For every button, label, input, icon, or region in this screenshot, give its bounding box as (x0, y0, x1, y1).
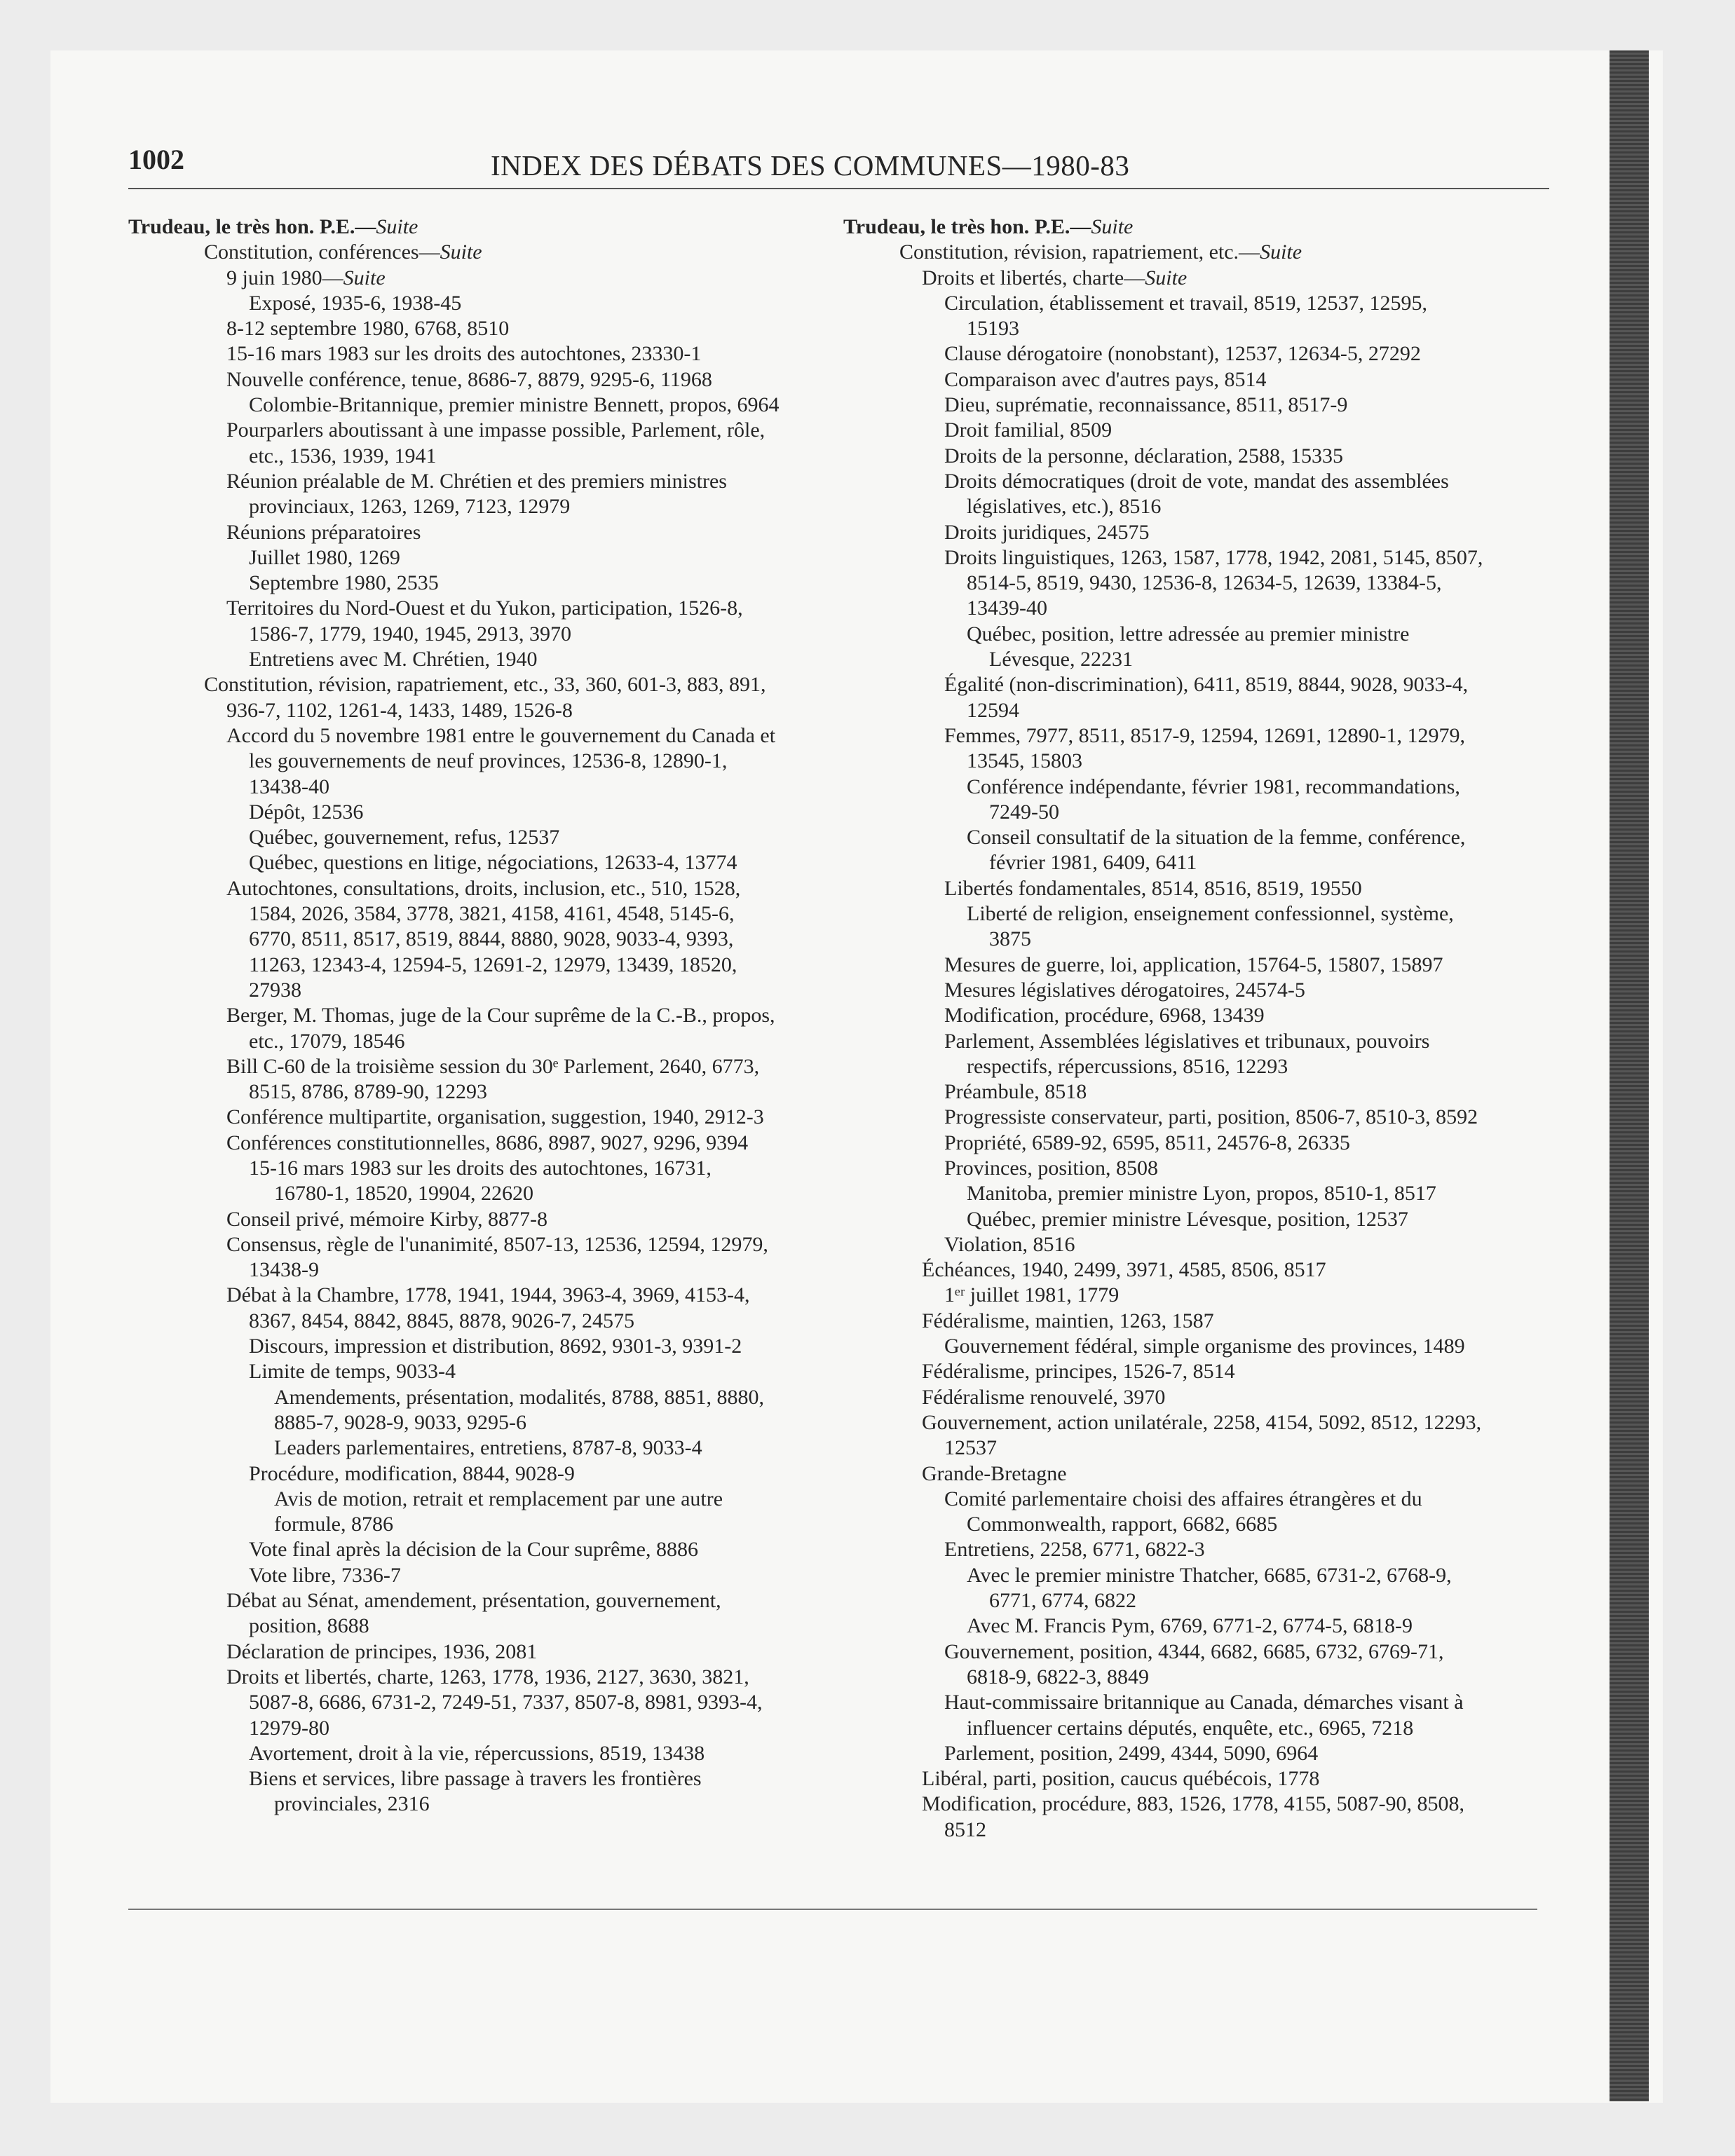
index-entry-continuation: 3875 (989, 927, 1031, 951)
index-entry (843, 1309, 1544, 1334)
index-entry-text: Limite de temps, 9033-4 (249, 1360, 456, 1384)
index-entry (843, 520, 1544, 545)
index-entry-text: Conseil privé, mémoire Kirby, 8877-8 (226, 1207, 547, 1231)
index-entry-text: Territoires du Nord-Ouest et du Yukon, participation, 1526-8, (226, 596, 743, 620)
index-entry (843, 214, 1544, 240)
index-entry-text: Colombie-Britannique, premier ministre Bennett, propos, 6964 (249, 393, 780, 417)
index-entry-text: Dieu, suprématie, reconnaissance, 8511, 8517-9 (944, 393, 1348, 417)
index-entry (843, 1079, 1544, 1105)
index-entry (128, 367, 829, 393)
index-entry (128, 469, 829, 520)
index-entry-continuation: 5087-8, 6686, 6731-2, 7249-51, 7337, 8507-8, 8981, 9393-4, (249, 1691, 763, 1714)
index-entry (128, 1105, 829, 1130)
index-entry-continuation: Commonwealth, rapport, 6682, 6685 (967, 1513, 1278, 1536)
index-entry (128, 1283, 829, 1334)
index-entry (843, 1257, 1544, 1283)
index-entry-text: Préambule, 8518 (944, 1080, 1087, 1104)
index-entry (843, 825, 1544, 876)
index-entry (843, 1537, 1544, 1562)
index-entry-text: Égalité (non-discrimination), 6411, 8519, 8844, 9028, 9033-4, (944, 673, 1469, 697)
index-entry (843, 723, 1544, 775)
index-column-left (128, 214, 829, 1817)
index-entry-text: Berger, M. Thomas, juge de la Cour suprême de la C.-B., propos, (226, 1004, 775, 1028)
index-entry-text: Libertés fondamentales, 8514, 8516, 8519, 19550 (944, 876, 1362, 900)
index-entry-continuation: 6770, 8511, 8517, 8519, 8844, 8880, 9028, 9033-4, 9393, (249, 927, 734, 951)
index-entry-text: Trudeau, le très hon. P.E.—Suite (128, 215, 419, 238)
index-entry (128, 1766, 829, 1817)
index-entry-text: Réunion préalable de M. Chrétien et des premiers ministres (226, 469, 727, 493)
index-entry-continuation: 27938 (249, 978, 301, 1002)
index-entry-text: Modification, procédure, 6968, 13439 (944, 1004, 1265, 1028)
index-entry-continuation: 7249-50 (989, 800, 1059, 824)
index-entry-continuation: 8512 (944, 1817, 986, 1841)
index-entry (128, 1207, 829, 1232)
index-entry (128, 1054, 829, 1105)
index-entry (843, 1741, 1544, 1766)
index-entry-text: Entretiens, 2258, 6771, 6822-3 (944, 1538, 1205, 1562)
index-entry-continuation: respectifs, répercussions, 8516, 12293 (967, 1054, 1288, 1078)
index-entry-text: Libéral, parti, position, caucus québécois, 1778 (922, 1767, 1320, 1791)
index-entry-text: Accord du 5 novembre 1981 entre le gouvernement du Canada et (226, 723, 776, 747)
index-entry (128, 723, 829, 800)
index-entry-text: Parlement, Assemblées législatives et tribunaux, pouvoirs (944, 1029, 1430, 1053)
index-entry-continuation: 11263, 12343-4, 12594-5, 12691-2, 12979, 13439, 18520, (249, 953, 737, 976)
index-entry-text: Réunions préparatoires (226, 520, 421, 544)
index-entry-continuation: 12537 (944, 1436, 997, 1460)
index-entry (128, 418, 829, 469)
index-entry-text: Avec M. Francis Pym, 6769, 6771-2, 6774-5, 6818-9 (967, 1614, 1413, 1638)
index-entry (128, 1232, 829, 1283)
index-entry-text: Nouvelle conférence, tenue, 8686-7, 8879, 9295-6, 11968 (226, 367, 712, 391)
index-entry-text: Droits linguistiques, 1263, 1587, 1778, 1942, 2081, 5145, 8507, (944, 545, 1483, 569)
index-entry-text: 15-16 mars 1983 sur les droits des autochtones, 23330-1 (226, 342, 702, 366)
index-entry-continuation: 8514-5, 8519, 9430, 12536-8, 12634-5, 12639, 13384-5, (967, 571, 1442, 595)
index-entry-text: Déclaration de principes, 1936, 2081 (226, 1639, 538, 1663)
index-entry (128, 825, 829, 850)
index-entry-text: Propriété, 6589-92, 6595, 8511, 24576-8, 26335 (944, 1131, 1350, 1154)
index-entry-text: Conférences constitutionnelles, 8686, 8987, 9027, 9296, 9394 (226, 1131, 749, 1154)
index-entry (843, 1359, 1544, 1384)
index-entry-text: Pourparlers aboutissant à une impasse possible, Parlement, rôle, (226, 418, 766, 442)
index-entry (843, 266, 1544, 291)
index-entry (128, 1156, 829, 1207)
index-entry-continuation: 936-7, 1102, 1261-4, 1433, 1489, 1526-8 (226, 698, 573, 722)
index-entry-continuation: position, 8688 (249, 1614, 369, 1638)
index-entry (843, 1131, 1544, 1156)
index-entry (843, 545, 1544, 622)
index-entry (128, 1359, 829, 1384)
index-entry (843, 1410, 1544, 1461)
index-entry-text: Gouvernement, action unilatérale, 2258, 4154, 5092, 8512, 12293, (922, 1410, 1482, 1434)
index-entry-continuation: février 1981, 6409, 6411 (989, 851, 1197, 875)
index-entry-text: Débat à la Chambre, 1778, 1941, 1944, 3963-4, 3969, 4153-4, (226, 1283, 750, 1307)
index-entry-text: Grande-Bretagne (922, 1461, 1067, 1485)
index-entry-text: Trudeau, le très hon. P.E.—Suite (843, 215, 1134, 238)
index-entry (843, 1003, 1544, 1028)
index-entry-continuation: 13439-40 (967, 596, 1047, 620)
index-entry-text: Parlement, position, 2499, 4344, 5090, 6964 (944, 1741, 1319, 1765)
index-entry-text: Débat au Sénat, amendement, présentation, gouvernement, (226, 1589, 721, 1613)
index-entry-text: Échéances, 1940, 2499, 3971, 4585, 8506, 8517 (922, 1258, 1326, 1282)
index-entry-text: 9 juin 1980—Suite (226, 266, 386, 289)
index-entry-text: Québec, gouvernement, refus, 12537 (249, 826, 560, 850)
page-number: 1002 (128, 144, 184, 175)
index-entry (843, 953, 1544, 978)
index-entry-text: Progressiste conservateur, parti, position, 8506-7, 8510-3, 8592 (944, 1105, 1478, 1129)
index-entry (843, 291, 1544, 342)
index-entry (843, 1690, 1544, 1741)
index-entry (843, 444, 1544, 469)
index-entry-text: Haut-commissaire britannique au Canada, démarches visant à (944, 1691, 1464, 1714)
index-entry-text: Circulation, établissement et travail, 8519, 12537, 12595, (944, 291, 1428, 315)
index-entry (843, 1385, 1544, 1410)
index-entry (128, 291, 829, 316)
index-entry-text: Droits et libertés, charte—Suite (922, 266, 1188, 289)
index-entry (128, 1588, 829, 1639)
index-entry (128, 1537, 829, 1562)
index-entry (843, 1029, 1544, 1080)
index-entry (843, 901, 1544, 953)
index-entry-text: Droits de la personne, déclaration, 2588, 15335 (944, 444, 1344, 468)
index-entry (843, 1207, 1544, 1232)
index-entry-text: Constitution, révision, rapatriement, etc.—Suite (899, 240, 1302, 264)
index-entry (843, 1792, 1544, 1843)
index-entry (843, 1639, 1544, 1691)
index-column-right (843, 214, 1544, 1843)
index-entry-text: Conférence multipartite, organisation, suggestion, 1940, 2912-3 (226, 1105, 764, 1129)
index-entry (128, 571, 829, 596)
index-entry-text: Constitution, révision, rapatriement, etc., 33, 360, 601-3, 883, 891, (204, 673, 766, 697)
index-entry-continuation: 13545, 15803 (967, 749, 1082, 773)
index-entry-text: Consensus, règle de l'unanimité, 8507-13, 12536, 12594, 12979, (226, 1232, 768, 1256)
index-entry (843, 240, 1544, 265)
index-entry (128, 647, 829, 672)
index-entry (843, 622, 1544, 673)
index-entry-text: Juillet 1980, 1269 (249, 545, 400, 569)
index-entry-continuation: Lévesque, 22231 (989, 648, 1133, 671)
index-entry (843, 418, 1544, 443)
index-entry-text: Dépôt, 12536 (249, 800, 364, 824)
index-entry-continuation: 15193 (967, 317, 1019, 341)
index-entry (128, 1461, 829, 1487)
index-entry (843, 1334, 1544, 1359)
index-entry (843, 876, 1544, 901)
index-entry (128, 1131, 829, 1156)
index-entry (128, 214, 829, 240)
index-entry-text: Autochtones, consultations, droits, inclusion, etc., 510, 1528, (226, 876, 741, 900)
index-entry-text: Violation, 8516 (944, 1232, 1075, 1256)
index-entry (843, 1613, 1544, 1639)
index-entry (128, 1563, 829, 1588)
index-entry (128, 266, 829, 291)
index-entry-continuation: 8885-7, 9028-9, 9033, 9295-6 (274, 1410, 526, 1434)
index-entry (843, 1461, 1544, 1487)
index-entry-continuation: 1586-7, 1779, 1940, 1945, 2913, 3970 (249, 622, 571, 646)
index-entry (128, 1665, 829, 1741)
index-entry-text: Vote final après la décision de la Cour suprême, 8886 (249, 1538, 698, 1562)
index-entry-text: Exposé, 1935-6, 1938-45 (249, 291, 462, 315)
index-entry (128, 393, 829, 418)
index-entry-text: Clause dérogatoire (nonobstant), 12537, 12634-5, 27292 (944, 342, 1421, 366)
index-entry (843, 775, 1544, 826)
index-entry-continuation: provinciales, 2316 (274, 1792, 430, 1816)
index-entry (128, 596, 829, 647)
index-entry-text: 15-16 mars 1983 sur les droits des autochtones, 16731, (249, 1156, 712, 1180)
index-entry-text: Procédure, modification, 8844, 9028-9 (249, 1461, 575, 1485)
index-entry (843, 672, 1544, 723)
index-entry-text: Entretiens avec M. Chrétien, 1940 (249, 648, 538, 671)
index-entry-continuation: les gouvernements de neuf provinces, 12536-8, 12890-1, (249, 749, 728, 773)
index-entry (843, 393, 1544, 418)
index-entry (128, 1334, 829, 1359)
index-entry-continuation: législatives, etc.), 8516 (967, 495, 1162, 519)
index-entry-text: Gouvernement fédéral, simple organisme des provinces, 1489 (944, 1335, 1465, 1358)
index-entry-continuation: 8515, 8786, 8789-90, 12293 (249, 1080, 487, 1104)
index-entry (128, 240, 829, 265)
index-entry-text: Québec, questions en litige, négociations, 12633-4, 13774 (249, 851, 737, 875)
index-entry (128, 1487, 829, 1538)
index-entry (128, 1639, 829, 1665)
index-entry-continuation: 1584, 2026, 3584, 3778, 3821, 4158, 4161, 4548, 5145-6, (249, 902, 735, 926)
index-entry (843, 469, 1544, 520)
index-entry-text: Mesures législatives dérogatoires, 24574-5 (944, 978, 1305, 1002)
index-entry-text: Avis de motion, retrait et remplacement par une autre (274, 1487, 723, 1510)
index-entry-text: Fédéralisme, principes, 1526-7, 8514 (922, 1360, 1235, 1384)
index-entry-text: Constitution, conférences—Suite (204, 240, 482, 264)
index-entry-text: Liberté de religion, enseignement confessionnel, système, (967, 902, 1454, 926)
index-entry-continuation: 12979-80 (249, 1716, 329, 1740)
index-entry-text: Leaders parlementaires, entretiens, 8787-8, 9033-4 (274, 1436, 702, 1460)
index-entry (843, 367, 1544, 393)
index-entry (128, 672, 829, 723)
index-entry-text: Septembre 1980, 2535 (249, 571, 439, 595)
index-entry-continuation: 16780-1, 18520, 19904, 22620 (274, 1182, 533, 1206)
index-entry-text: Provinces, position, 8508 (944, 1156, 1158, 1180)
index-entry-text: Québec, position, lettre adressée au premier ministre (967, 622, 1410, 646)
index-entry-continuation: etc., 1536, 1939, 1941 (249, 444, 437, 468)
index-entry (843, 1105, 1544, 1130)
index-entry-text: Comité parlementaire choisi des affaires étrangères et du (944, 1487, 1422, 1510)
index-entry-text: Conseil consultatif de la situation de la femme, conférence, (967, 826, 1466, 850)
index-entry-text: Droit familial, 8509 (944, 418, 1113, 442)
index-entry (843, 341, 1544, 367)
index-entry-text: Gouvernement, position, 4344, 6682, 6685, 6732, 6769-71, (944, 1639, 1444, 1663)
index-entry (128, 850, 829, 875)
index-entry (843, 1283, 1544, 1308)
index-entry-text: Discours, impression et distribution, 8692, 9301-3, 9391-2 (249, 1335, 742, 1358)
index-entry-continuation: 13438-9 (249, 1258, 319, 1282)
index-entry-text: Manitoba, premier ministre Lyon, propos, 8510-1, 8517 (967, 1182, 1436, 1206)
index-entry-text: Avec le premier ministre Thatcher, 6685, 6731-2, 6768-9, (967, 1563, 1452, 1587)
index-entry (128, 1003, 829, 1054)
index-entry (128, 1435, 829, 1461)
index-entry-text: Québec, premier ministre Lévesque, position, 12537 (967, 1207, 1408, 1231)
index-entry (128, 876, 829, 1003)
index-entry-continuation: 12594 (967, 698, 1019, 722)
index-entry-continuation: 13438-40 (249, 775, 329, 798)
index-entry (128, 800, 829, 825)
index-entry-text: Amendements, présentation, modalités, 8788, 8851, 8880, (274, 1385, 765, 1409)
index-entry-text: Vote libre, 7336-7 (249, 1563, 401, 1587)
index-entry-text: Droits et libertés, charte, 1263, 1778, 1936, 2127, 3630, 3821, (226, 1665, 749, 1688)
index-entry (128, 316, 829, 341)
index-entry (843, 1156, 1544, 1181)
index-entry-text: Avortement, droit à la vie, répercussions, 8519, 13438 (249, 1741, 705, 1765)
index-entry (128, 520, 829, 545)
index-entry (128, 545, 829, 571)
index-entry-text: Conférence indépendante, février 1981, recommandations, (967, 775, 1460, 798)
index-entry-text: Femmes, 7977, 8511, 8517-9, 12594, 12691, 12890-1, 12979, (944, 723, 1466, 747)
index-entry (843, 1766, 1544, 1792)
index-entry-continuation: formule, 8786 (274, 1513, 393, 1536)
index-entry-text: Modification, procédure, 883, 1526, 1778, 4155, 5087-90, 8508, (922, 1792, 1465, 1816)
index-entry-text: Fédéralisme renouvelé, 3970 (922, 1385, 1166, 1409)
index-entry-text: Droits démocratiques (droit de vote, mandat des assemblées (944, 469, 1449, 493)
index-entry (843, 1487, 1544, 1538)
index-entry-text: Comparaison avec d'autres pays, 8514 (944, 367, 1267, 391)
index-entry-text: Biens et services, libre passage à travers les frontières (249, 1767, 702, 1791)
index-entry-text: Mesures de guerre, loi, application, 15764-5, 15807, 15897 (944, 953, 1443, 976)
index-entry-text: Bill C-60 de la troisième session du 30ᵉ Parlement, 2640, 6773, (226, 1054, 760, 1078)
index-entry (843, 1232, 1544, 1257)
index-entry-continuation: 6771, 6774, 6822 (989, 1589, 1136, 1613)
header-rule (128, 188, 1549, 189)
index-entry-text: Droits juridiques, 24575 (944, 520, 1150, 544)
index-entry-continuation: influencer certains députés, enquête, etc., 6965, 7218 (967, 1716, 1414, 1740)
footer-rule (128, 1909, 1537, 1910)
index-entry (128, 1385, 829, 1436)
index-entry (128, 341, 829, 367)
index-entry-continuation: etc., 17079, 18546 (249, 1029, 405, 1053)
index-entry-continuation: 8367, 8454, 8842, 8845, 8878, 9026-7, 24575 (249, 1309, 634, 1332)
index-entry (128, 1741, 829, 1766)
index-entry-text: 1ᵉʳ juillet 1981, 1779 (944, 1283, 1120, 1307)
index-entry-text: 8-12 septembre 1980, 6768, 8510 (226, 317, 510, 341)
page-edge-shadow (1610, 50, 1649, 2101)
running-head: INDEX DES DÉBATS DES COMMUNES—1980-83 (491, 149, 1130, 182)
index-entry (843, 1181, 1544, 1206)
index-entry (843, 978, 1544, 1003)
index-entry-continuation: 6818-9, 6822-3, 8849 (967, 1665, 1149, 1688)
index-entry-continuation: provinciaux, 1263, 1269, 7123, 12979 (249, 495, 571, 519)
index-entry-text: Fédéralisme, maintien, 1263, 1587 (922, 1309, 1214, 1332)
index-entry (843, 1563, 1544, 1614)
